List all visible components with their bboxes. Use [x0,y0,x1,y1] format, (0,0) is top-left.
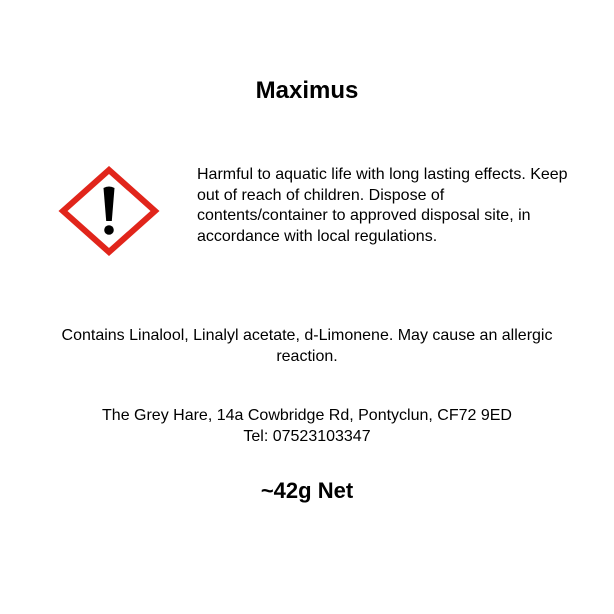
product-title: Maximus [255,77,359,104]
supplier-contact [0,406,614,447]
exclamation-mark-hazard-icon [58,166,160,256]
allergen-notice: Contains Linalool, Linalyl acetate, d-Limonene. May cause an allergic reaction. [61,327,553,365]
net-weight: ~42g Net [260,478,354,503]
supplier-phone: Tel: 07523103347 [243,427,371,445]
hazard-statement: Harmful to aquatic life with long lasting effects. Keep out of reach of children. Dispose of contents/container to approved disposal site, in accordance with local regulations. [197,166,568,245]
supplier-address: The Grey Hare, 14a Cowbridge Rd, Pontyclun, CF72 9ED [102,407,512,424]
